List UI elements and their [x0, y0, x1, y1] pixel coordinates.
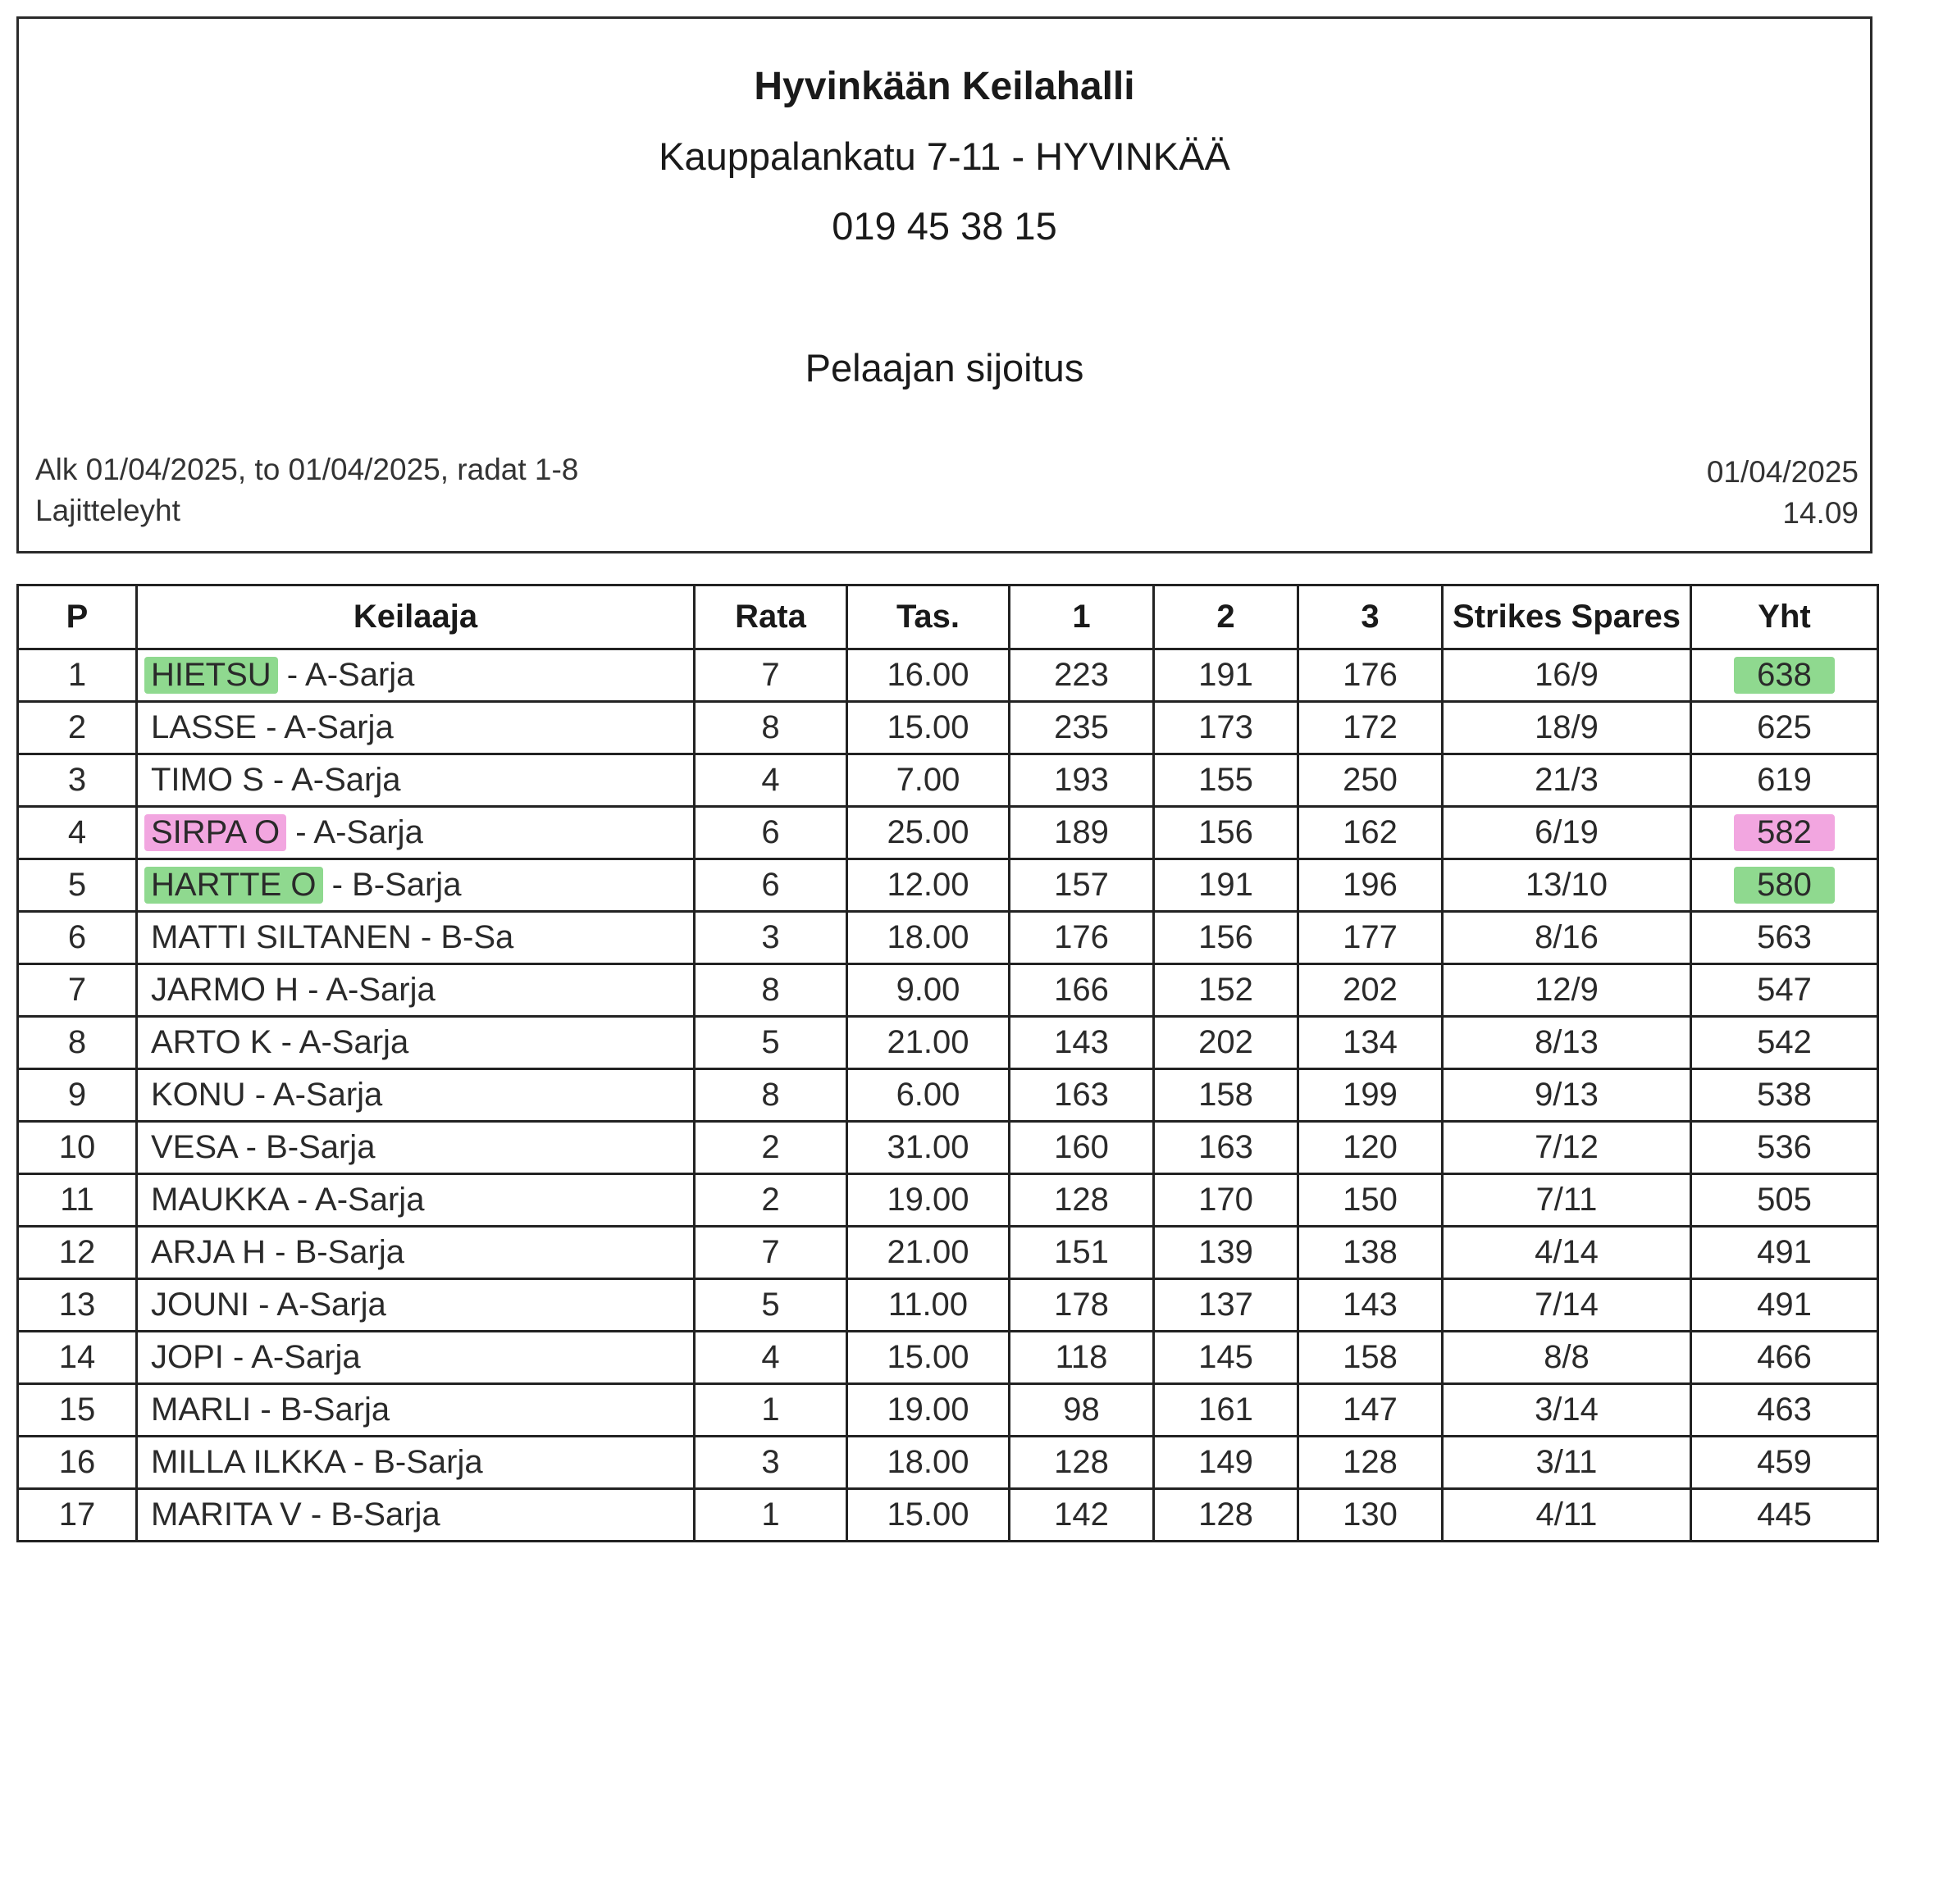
total-cell [1691, 1017, 1878, 1069]
column-header-strikes-spares: Strikes Spares [1443, 585, 1691, 649]
total-value: 547 [1757, 972, 1812, 1008]
game-3-cell: 147 [1298, 1384, 1443, 1437]
bowler-series: - A-Sarja [263, 762, 401, 798]
position-cell: 15 [18, 1384, 137, 1437]
lane-cell: 4 [695, 1332, 847, 1384]
game-3-cell: 138 [1298, 1227, 1443, 1279]
report-title: Pelaajan sijoitus [805, 346, 1084, 389]
strikes-spares-cell: 6/19 [1443, 807, 1691, 859]
column-header-position: P [18, 585, 137, 649]
game-3-cell: 120 [1298, 1122, 1443, 1174]
column-header-bowler: Keilaaja [137, 585, 695, 649]
strikes-spares-cell: 21/3 [1443, 754, 1691, 807]
game-2-cell: 202 [1154, 1017, 1298, 1069]
total-cell [1691, 1122, 1878, 1174]
bowler-name: JOUNI [151, 1287, 249, 1323]
print-timestamp [1707, 452, 1859, 534]
total-cell [1691, 1384, 1878, 1437]
lane-cell: 1 [695, 1489, 847, 1542]
position-cell: 8 [18, 1017, 137, 1069]
bowler-name: SIRPA O [144, 814, 286, 851]
table-row [18, 912, 1878, 964]
position-cell: 3 [18, 754, 137, 807]
total-cell [1691, 754, 1878, 807]
table-row [18, 754, 1878, 807]
game-1-cell: 128 [1010, 1437, 1154, 1489]
game-1-cell: 142 [1010, 1489, 1154, 1542]
handicap-cell: 21.00 [847, 1017, 1010, 1069]
lane-cell: 7 [695, 1227, 847, 1279]
column-header-game-1: 1 [1010, 585, 1154, 649]
strikes-spares-cell: 12/9 [1443, 964, 1691, 1017]
bowler-name: MATTI SILTANEN [151, 919, 412, 955]
total-cell [1691, 649, 1878, 702]
position-cell: 2 [18, 702, 137, 754]
bowler-series: - A-Sarja [223, 1339, 361, 1375]
sort-order-line: Lajitteleyht [35, 494, 180, 527]
bowler-name: MARLI [151, 1392, 252, 1428]
game-2-cell: 145 [1154, 1332, 1298, 1384]
table-row [18, 1332, 1878, 1384]
game-1-cell: 189 [1010, 807, 1154, 859]
handicap-cell: 12.00 [847, 859, 1010, 912]
bowler-cell [137, 807, 695, 859]
total-value: 638 [1734, 657, 1835, 694]
game-3-cell: 176 [1298, 649, 1443, 702]
position-cell: 17 [18, 1489, 137, 1542]
game-2-cell: 191 [1154, 649, 1298, 702]
bowler-cell [137, 649, 695, 702]
report-parameters [35, 449, 578, 531]
bowler-series: - A-Sarja [287, 1182, 425, 1218]
game-2-cell: 156 [1154, 912, 1298, 964]
game-3-cell: 128 [1298, 1437, 1443, 1489]
bowler-name: HARTTE O [144, 867, 323, 904]
bowler-cell [137, 1279, 695, 1332]
bowler-series: - A-Sarja [286, 814, 423, 850]
game-1-cell: 163 [1010, 1069, 1154, 1122]
total-value: 625 [1757, 709, 1812, 745]
total-value: 491 [1757, 1287, 1812, 1323]
game-2-cell: 128 [1154, 1489, 1298, 1542]
total-cell [1691, 807, 1878, 859]
bowler-cell [137, 1384, 695, 1437]
bowler-series: - B-Sarja [251, 1392, 390, 1428]
game-3-cell: 172 [1298, 702, 1443, 754]
game-1-cell: 98 [1010, 1384, 1154, 1437]
total-value: 536 [1757, 1129, 1812, 1165]
game-2-cell: 137 [1154, 1279, 1298, 1332]
bowler-name: MILLA ILKKA [151, 1444, 344, 1480]
column-header-lane: Rata [695, 585, 847, 649]
game-3-cell: 143 [1298, 1279, 1443, 1332]
column-header-total: Yht [1691, 585, 1878, 649]
report-header [16, 16, 1872, 553]
table-row [18, 1122, 1878, 1174]
strikes-spares-cell: 16/9 [1443, 649, 1691, 702]
game-3-cell: 196 [1298, 859, 1443, 912]
handicap-cell: 16.00 [847, 649, 1010, 702]
game-3-cell: 158 [1298, 1332, 1443, 1384]
game-3-cell: 130 [1298, 1489, 1443, 1542]
table-row [18, 1437, 1878, 1489]
bowler-series: - A-Sarja [277, 657, 415, 693]
bowler-series: - A-Sarja [271, 1024, 409, 1060]
lane-cell: 6 [695, 859, 847, 912]
table-row [18, 1384, 1878, 1437]
handicap-cell: 15.00 [847, 702, 1010, 754]
game-1-cell: 223 [1010, 649, 1154, 702]
total-value: 580 [1734, 867, 1835, 904]
total-value: 445 [1757, 1496, 1812, 1533]
game-2-cell: 191 [1154, 859, 1298, 912]
table-row [18, 859, 1878, 912]
column-header-game-2: 2 [1154, 585, 1298, 649]
bowler-name: ARJA H [151, 1234, 267, 1270]
game-3-cell: 250 [1298, 754, 1443, 807]
strikes-spares-cell: 9/13 [1443, 1069, 1691, 1122]
game-2-cell: 161 [1154, 1384, 1298, 1437]
bowler-cell [137, 1489, 695, 1542]
bowler-series: - A-Sarja [245, 1077, 383, 1113]
total-value: 582 [1734, 814, 1835, 851]
handicap-cell: 19.00 [847, 1384, 1010, 1437]
table-row [18, 1017, 1878, 1069]
total-value: 538 [1757, 1077, 1812, 1113]
position-cell: 6 [18, 912, 137, 964]
game-1-cell: 118 [1010, 1332, 1154, 1384]
strikes-spares-cell: 7/11 [1443, 1174, 1691, 1227]
strikes-spares-cell: 4/14 [1443, 1227, 1691, 1279]
bowler-cell [137, 1174, 695, 1227]
total-cell [1691, 1069, 1878, 1122]
game-1-cell: 160 [1010, 1122, 1154, 1174]
venue-phone: 019 45 38 15 [832, 204, 1057, 248]
total-cell [1691, 1489, 1878, 1542]
game-3-cell: 150 [1298, 1174, 1443, 1227]
game-2-cell: 156 [1154, 807, 1298, 859]
total-cell [1691, 702, 1878, 754]
game-1-cell: 128 [1010, 1174, 1154, 1227]
game-1-cell: 151 [1010, 1227, 1154, 1279]
position-cell: 1 [18, 649, 137, 702]
game-2-cell: 152 [1154, 964, 1298, 1017]
table-body [18, 649, 1878, 1542]
position-cell: 12 [18, 1227, 137, 1279]
results-table [16, 584, 1879, 1542]
handicap-cell: 21.00 [847, 1227, 1010, 1279]
strikes-spares-cell: 8/16 [1443, 912, 1691, 964]
position-cell: 14 [18, 1332, 137, 1384]
total-value: 491 [1757, 1234, 1812, 1270]
bowler-cell [137, 912, 695, 964]
strikes-spares-cell: 4/11 [1443, 1489, 1691, 1542]
game-2-cell: 173 [1154, 702, 1298, 754]
venue-address: Kauppalankatu 7-11 - HYVINKÄÄ [659, 134, 1230, 178]
print-date: 01/04/2025 [1706, 455, 1859, 489]
handicap-cell: 15.00 [847, 1489, 1010, 1542]
bowler-cell [137, 1069, 695, 1122]
total-value: 505 [1757, 1182, 1812, 1218]
table-row [18, 1227, 1878, 1279]
handicap-cell: 19.00 [847, 1174, 1010, 1227]
bowler-cell [137, 1332, 695, 1384]
bowler-cell [137, 1227, 695, 1279]
game-1-cell: 166 [1010, 964, 1154, 1017]
bowler-series: - A-Sarja [256, 709, 394, 745]
total-cell [1691, 1279, 1878, 1332]
handicap-cell: 9.00 [847, 964, 1010, 1017]
column-header-handicap: Tas. [847, 585, 1010, 649]
bowler-cell [137, 754, 695, 807]
handicap-cell: 6.00 [847, 1069, 1010, 1122]
game-2-cell: 149 [1154, 1437, 1298, 1489]
handicap-cell: 11.00 [847, 1279, 1010, 1332]
game-3-cell: 177 [1298, 912, 1443, 964]
bowler-cell [137, 1437, 695, 1489]
game-1-cell: 178 [1010, 1279, 1154, 1332]
handicap-cell: 31.00 [847, 1122, 1010, 1174]
strikes-spares-cell: 18/9 [1443, 702, 1691, 754]
strikes-spares-cell: 7/14 [1443, 1279, 1691, 1332]
lane-cell: 1 [695, 1384, 847, 1437]
table-row [18, 702, 1878, 754]
lane-cell: 5 [695, 1017, 847, 1069]
position-cell: 16 [18, 1437, 137, 1489]
lane-cell: 3 [695, 1437, 847, 1489]
position-cell: 7 [18, 964, 137, 1017]
position-cell: 10 [18, 1122, 137, 1174]
game-3-cell: 199 [1298, 1069, 1443, 1122]
total-cell [1691, 859, 1878, 912]
lane-cell: 8 [695, 1069, 847, 1122]
lane-cell: 2 [695, 1122, 847, 1174]
total-value: 466 [1757, 1339, 1812, 1375]
bowler-name: JOPI [151, 1339, 224, 1375]
bowler-cell [137, 1122, 695, 1174]
bowler-series: - A-Sarja [299, 972, 436, 1008]
position-cell: 13 [18, 1279, 137, 1332]
bowler-cell [137, 859, 695, 912]
total-value: 542 [1757, 1024, 1812, 1060]
game-2-cell: 155 [1154, 754, 1298, 807]
position-cell: 9 [18, 1069, 137, 1122]
bowler-cell [137, 1017, 695, 1069]
game-1-cell: 235 [1010, 702, 1154, 754]
position-cell: 11 [18, 1174, 137, 1227]
game-3-cell: 162 [1298, 807, 1443, 859]
bowler-name: JARMO H [151, 972, 299, 1008]
total-cell [1691, 964, 1878, 1017]
lane-cell: 4 [695, 754, 847, 807]
lane-cell: 8 [695, 964, 847, 1017]
table-header-row [18, 585, 1878, 649]
venue-name: Hyvinkään Keilahalli [754, 65, 1135, 108]
game-2-cell: 163 [1154, 1122, 1298, 1174]
column-header-game-3: 3 [1298, 585, 1443, 649]
total-value: 459 [1757, 1444, 1812, 1480]
bowler-series: - B-Sarja [266, 1234, 404, 1270]
strikes-spares-cell: 7/12 [1443, 1122, 1691, 1174]
bowler-series: - B-Sarja [236, 1129, 376, 1165]
table-row [18, 807, 1878, 859]
lane-cell: 7 [695, 649, 847, 702]
bowler-name: TIMO S [151, 762, 264, 798]
lane-cell: 3 [695, 912, 847, 964]
handicap-cell: 18.00 [847, 1437, 1010, 1489]
game-1-cell: 143 [1010, 1017, 1154, 1069]
total-value: 563 [1757, 919, 1812, 955]
lane-cell: 2 [695, 1174, 847, 1227]
table-row [18, 1489, 1878, 1542]
position-cell: 4 [18, 807, 137, 859]
bowler-series: - B-Sa [411, 919, 514, 955]
handicap-cell: 25.00 [847, 807, 1010, 859]
strikes-spares-cell: 13/10 [1443, 859, 1691, 912]
bowler-name: ARTO K [151, 1024, 272, 1060]
table-row [18, 649, 1878, 702]
print-time: 14.09 [1782, 496, 1859, 530]
handicap-cell: 7.00 [847, 754, 1010, 807]
game-2-cell: 170 [1154, 1174, 1298, 1227]
table-row [18, 964, 1878, 1017]
total-value: 619 [1757, 762, 1812, 798]
strikes-spares-cell: 3/11 [1443, 1437, 1691, 1489]
total-cell [1691, 1332, 1878, 1384]
handicap-cell: 15.00 [847, 1332, 1010, 1384]
strikes-spares-cell: 8/8 [1443, 1332, 1691, 1384]
bowler-name: VESA [151, 1129, 237, 1165]
game-2-cell: 158 [1154, 1069, 1298, 1122]
position-cell: 5 [18, 859, 137, 912]
bowler-name: HIETSU [144, 657, 278, 694]
bowler-series: - A-Sarja [249, 1287, 386, 1323]
total-cell [1691, 1437, 1878, 1489]
table-row [18, 1279, 1878, 1332]
total-value: 463 [1757, 1392, 1812, 1428]
game-1-cell: 193 [1010, 754, 1154, 807]
game-3-cell: 134 [1298, 1017, 1443, 1069]
game-1-cell: 176 [1010, 912, 1154, 964]
bowler-cell [137, 964, 695, 1017]
bowler-series: - B-Sarja [301, 1496, 440, 1533]
lane-cell: 6 [695, 807, 847, 859]
lane-cell: 5 [695, 1279, 847, 1332]
date-range-line: Alk 01/04/2025, to 01/04/2025, radat 1-8 [35, 453, 579, 486]
table-row [18, 1174, 1878, 1227]
bowler-series: - B-Sarja [344, 1444, 483, 1480]
game-2-cell: 139 [1154, 1227, 1298, 1279]
game-3-cell: 202 [1298, 964, 1443, 1017]
game-1-cell: 157 [1010, 859, 1154, 912]
handicap-cell: 18.00 [847, 912, 1010, 964]
strikes-spares-cell: 8/13 [1443, 1017, 1691, 1069]
table-row [18, 1069, 1878, 1122]
total-cell [1691, 1174, 1878, 1227]
strikes-spares-cell: 3/14 [1443, 1384, 1691, 1437]
bowler-name: LASSE [151, 709, 257, 745]
total-cell [1691, 1227, 1878, 1279]
lane-cell: 8 [695, 702, 847, 754]
bowler-series: - B-Sarja [322, 867, 462, 903]
bowler-cell [137, 702, 695, 754]
bowler-name: MAUKKA [151, 1182, 288, 1218]
bowler-name: KONU [151, 1077, 246, 1113]
bowler-name: MARITA V [151, 1496, 302, 1533]
total-cell [1691, 912, 1878, 964]
